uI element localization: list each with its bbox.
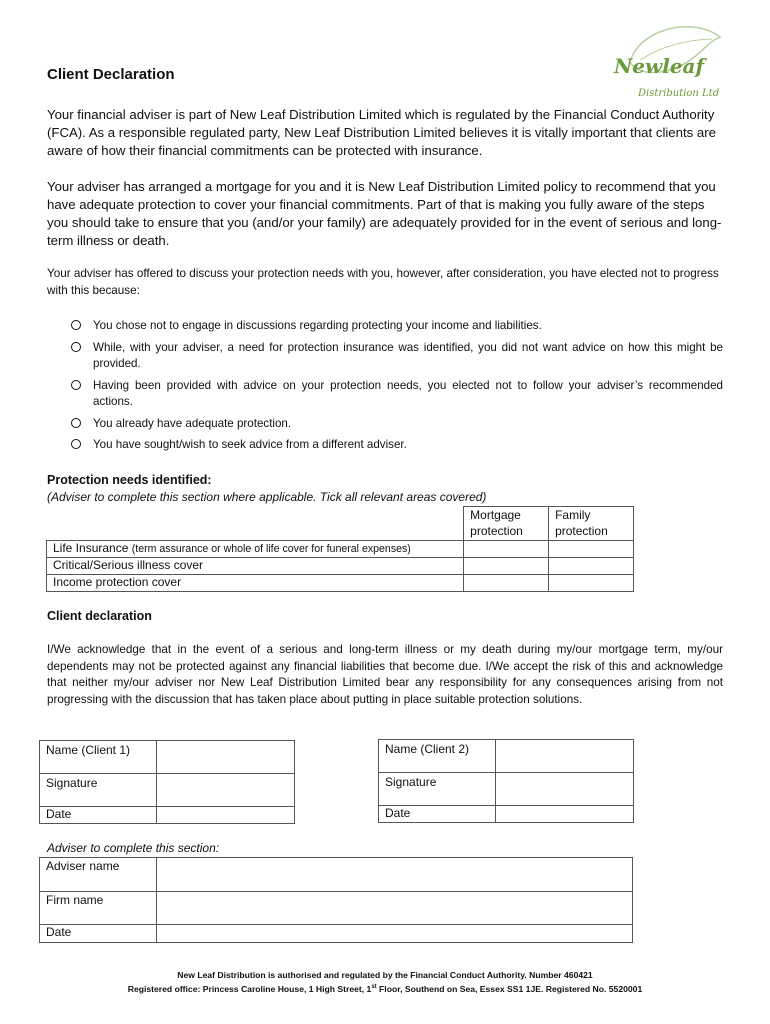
client1-signature-label: Signature	[40, 774, 157, 807]
adviser-table	[39, 857, 633, 943]
logo-name: Newleaf	[614, 54, 705, 78]
client2-signature-field[interactable]	[496, 773, 634, 806]
reason-option[interactable]: You chose not to engage in discussions regarding protecting your income and liabilities.	[47, 318, 723, 335]
client1-table	[39, 740, 295, 824]
protection-heading: Protection needs identified:	[47, 473, 212, 487]
logo-subtitle: Distribution Ltd	[638, 88, 720, 99]
reason-option[interactable]: You already have adequate protection.	[47, 416, 723, 433]
reason-options	[47, 318, 723, 459]
adviser-name-field[interactable]	[157, 858, 633, 892]
client2-name-label: Name (Client 2)	[379, 740, 496, 773]
newleaf-logo	[600, 22, 740, 110]
client1-date-label: Date	[40, 807, 157, 824]
reason-option[interactable]: Having been provided with advice on your protection needs, you elected not to follow your adviser’s recommended actions.	[47, 378, 723, 411]
client2-signature-label: Signature	[379, 773, 496, 806]
client2-date-label: Date	[379, 806, 496, 823]
reason-option[interactable]: You have sought/wish to seek advice from a different adviser.	[47, 437, 723, 454]
firm-name-field[interactable]	[157, 892, 633, 925]
client2-name-field[interactable]	[496, 740, 634, 773]
declaration-heading: Client declaration	[47, 609, 152, 623]
adviser-date-field[interactable]	[157, 925, 633, 943]
tick-cell[interactable]	[549, 575, 634, 592]
client1-signature-field[interactable]	[157, 774, 295, 807]
radio-circle-icon[interactable]	[71, 320, 81, 330]
client1-name-label: Name (Client 1)	[40, 741, 157, 774]
adviser-date-label: Date	[40, 925, 157, 943]
tick-cell[interactable]	[464, 558, 549, 575]
declaration-text: I/We acknowledge that in the event of a serious and long-term illness or my death during my/our mortgage term, my/our dependents may not be protected against any financial liabilities that become due. I/We accept the risk of this and acknowledge that neither my/our adviser nor New Leaf Distribution Limited bear any responsibility for any consequences arising from not progressing with the discussion that has taken place about putting in place suitable protection solutions.	[47, 643, 723, 706]
row-income-protection: Income protection cover	[47, 575, 464, 592]
intro-paragraph-3: Your adviser has offered to discuss your protection needs with you, however, after consideration, you have elected not to progress with this because:	[47, 267, 719, 297]
protection-note: (Adviser to complete this section where applicable. Tick all relevant areas covered)	[47, 490, 487, 504]
protection-table	[46, 506, 634, 592]
adviser-name-label: Adviser name	[40, 858, 157, 892]
row-critical-illness: Critical/Serious illness cover	[47, 558, 464, 575]
intro-paragraph-1: Your financial adviser is part of New Leaf Distribution Limited which is regulated by the Financial Conduct Authority (FCA). As a responsible regulated party, New Leaf Distribution Limited believes it is vitally important that clients are aware of how their financial commitments can be protected with insurance.	[47, 107, 716, 158]
footer-line-2: Registered office: Princess Caroline House, 1 High Street, 1st Floor, Southend on Sea, Essex SS1 1JE. Registered No. 5520001	[127, 983, 643, 994]
tick-cell[interactable]	[464, 575, 549, 592]
reason-option[interactable]: While, with your adviser, a need for protection insurance was identified, you did not want advice on how this might be provided.	[47, 340, 723, 373]
radio-circle-icon[interactable]	[71, 380, 81, 390]
radio-circle-icon[interactable]	[71, 418, 81, 428]
client1-name-field[interactable]	[157, 741, 295, 774]
row-life-insurance: Life Insurance (term assurance or whole of life cover for funeral expenses)	[47, 541, 464, 558]
intro-paragraph-2: Your adviser has arranged a mortgage for you and it is New Leaf Distribution Limited policy to recommend that you have adequate protection to cover your financial commitments. Part of that is making you fully aware of the steps you should take to ensure that you (and/or your family) are adequately provided for in the event of serious and long-term illness or death.	[47, 179, 722, 248]
firm-name-label: Firm name	[40, 892, 157, 925]
col-mortgage-protection: Mortgage protection	[464, 507, 549, 541]
client1-date-field[interactable]	[157, 807, 295, 824]
col-family-protection: Family protection	[549, 507, 634, 541]
footer-line-1: New Leaf Distribution is authorised and regulated by the Financial Conduct Authority. Number 460421	[177, 970, 593, 980]
adviser-note: Adviser to complete this section:	[47, 841, 220, 855]
tick-cell[interactable]	[549, 558, 634, 575]
client2-date-field[interactable]	[496, 806, 634, 823]
client2-table	[378, 739, 634, 823]
tick-cell[interactable]	[464, 541, 549, 558]
tick-cell[interactable]	[549, 541, 634, 558]
radio-circle-icon[interactable]	[71, 439, 81, 449]
page-title: Client Declaration	[47, 66, 175, 83]
radio-circle-icon[interactable]	[71, 342, 81, 352]
